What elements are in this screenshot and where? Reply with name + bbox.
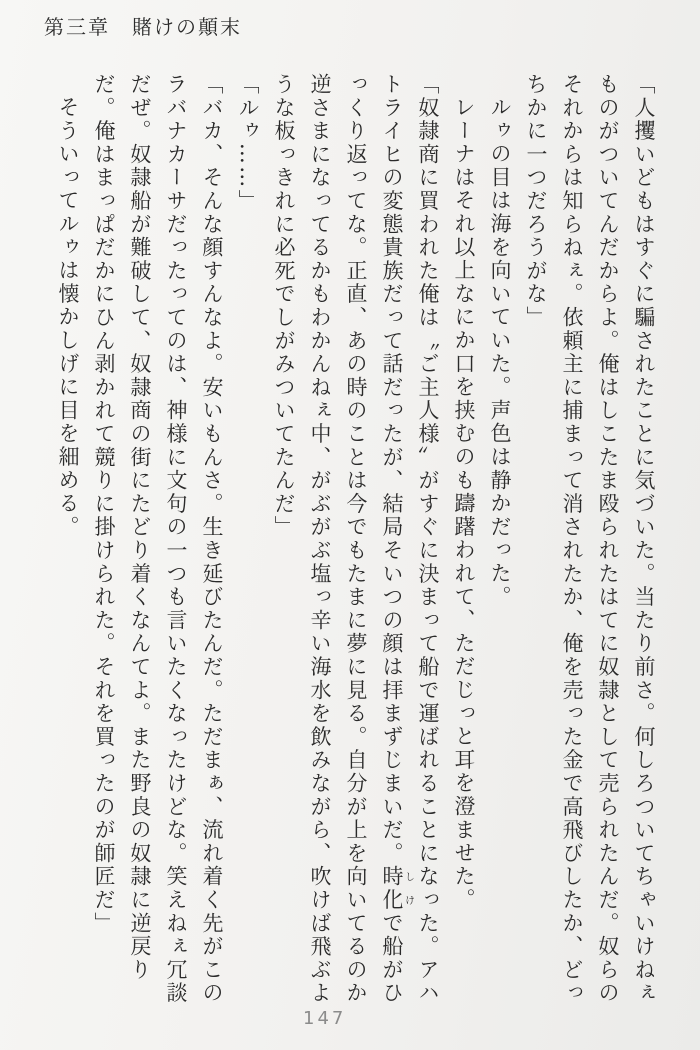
furigana-ruby: 時化しけ (380, 865, 414, 912)
paragraph: 「奴隷商に買われた俺は〝ご主人様〟がすぐに決まって船で運ばれることになった。アハトライヒの変態貴族だって話だったが、結局そいつの顔は拝まずじまいだ。時化しけで船がひっくり返ってな。正直、あの時のことは今でもたまに夢に見る。自分が上を向いてるのか逆さまになってるかもわかんねぇ中、がぶがぶ塩っ辛い海水を飲みながら、吹けば飛ぶような板っきれに必死でしがみついてたんだ」 (272, 73, 440, 1006)
chapter-header: 第三章 賭けの顛末 (44, 15, 242, 39)
paragraph: ルゥの目は海を向いていた。声色は静かだった。 (488, 96, 512, 609)
body-text (50, 73, 662, 1005)
page-number: 147 (303, 1008, 347, 1029)
paragraph: レーナはそれ以上なにか口を挟むのも躊躇われて、ただじっと耳を澄ませた。 (452, 96, 476, 912)
paragraph: 「ルゥ……」 (236, 73, 260, 213)
paragraph: そういってルゥは懐かしげに目を細める。 (56, 96, 80, 539)
paragraph: 「人攫いどもはすぐに騙されたことに気づいた。当たり前さ。何しろついてちゃいけねぇものがついてんだからよ。俺はしこたま殴られたはてに奴隷として売られたんだ。奴らのそれからは知らねぇ。依頼主に捕まって消されたか、俺を売った金で高飛びしたか、どっちかに一つだろうがな」 (524, 73, 656, 1005)
paragraph: 「バカ、そんな顔すんなよ。安いもんさ。生き延びたんだ。ただまぁ、流れ着く先がこのラバナカーサだったってのは、神様に文句の一つも言いたくなったけどな。笑えねぇ冗談だぜ。奴隷船が難破して、奴隷商の街にたどり着くなんてよ。また野良の奴隷に逆戻りだ。俺はまっぱだかにひん剥かれて競りに掛けられた。それを買ったのが師匠だ」 (92, 73, 224, 1005)
